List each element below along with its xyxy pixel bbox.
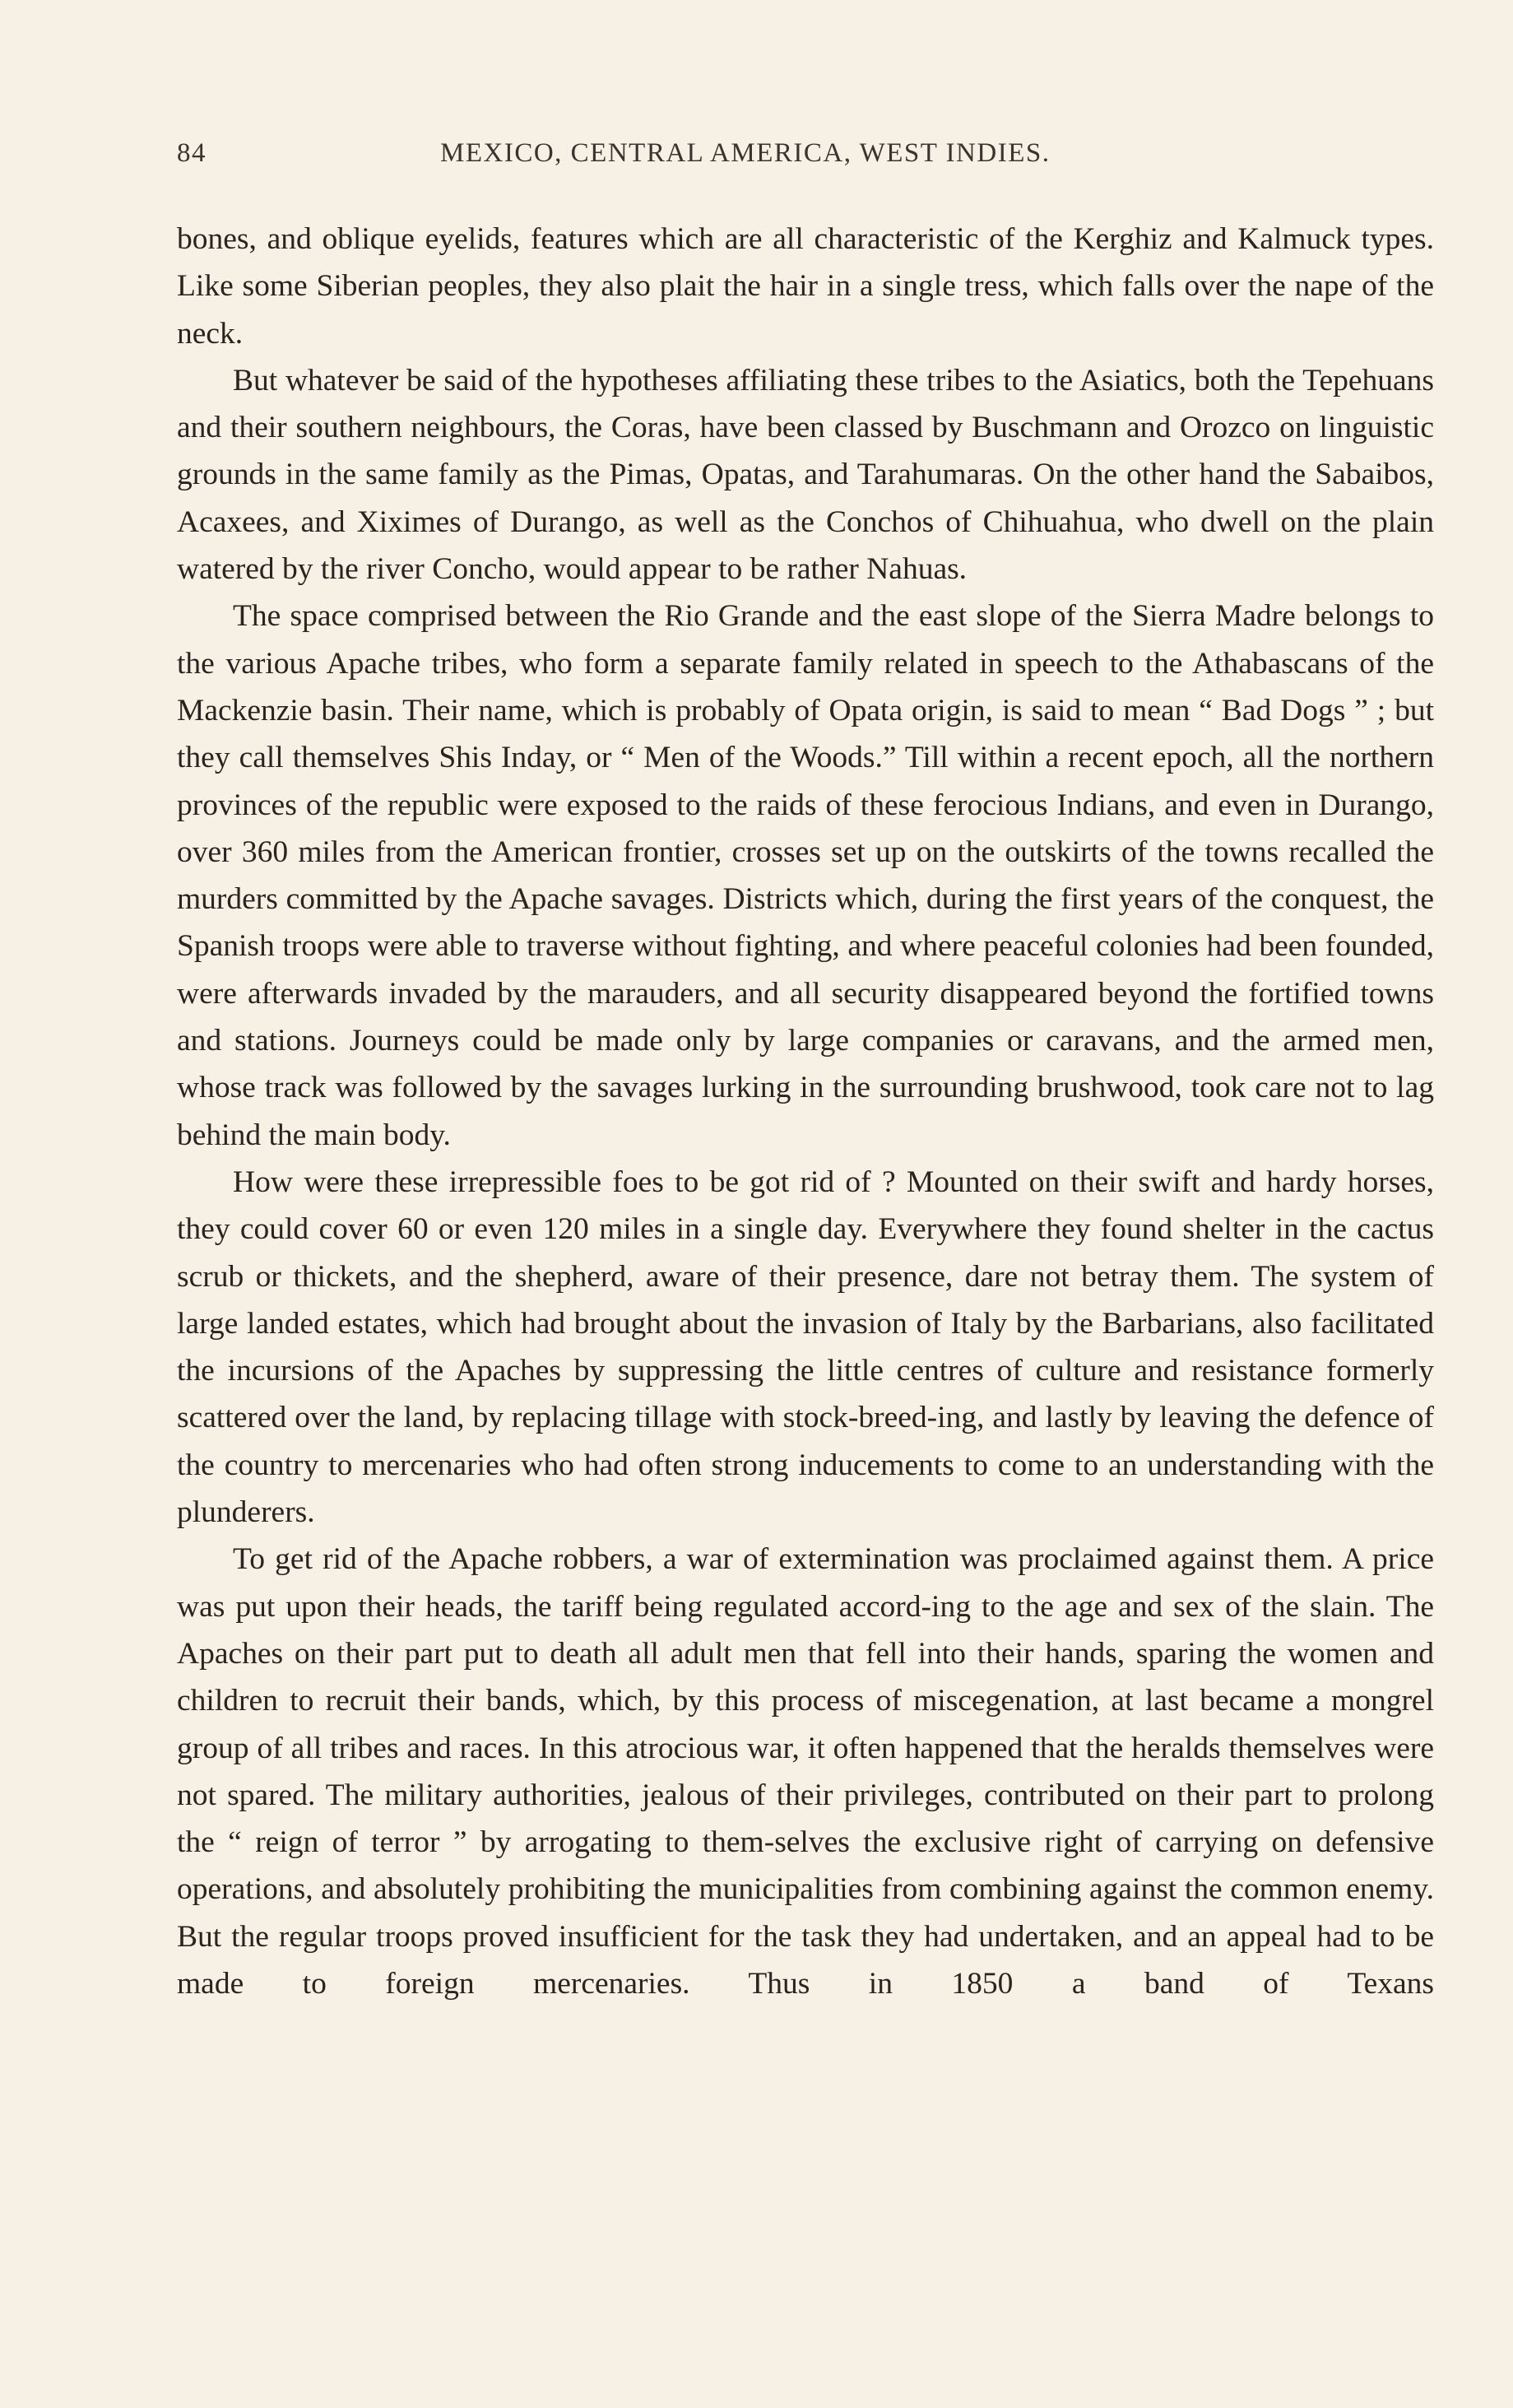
paragraph: bones, and oblique eyelids, features which are all characteristic of the Kerghiz and Kalmuck types. Like some Siberian peoples, they also plait the hair in a single tress, which falls over the nape of the neck. <box>177 222 1434 351</box>
book-title: MEXICO, CENTRAL AMERICA, WEST INDIES. <box>440 138 1051 168</box>
paragraph: To get rid of the Apache robbers, a war of extermination was proclaimed against them. A price was put upon their heads, the tariff being regulated accord-ing to the age and sex of the slain. The Apaches on their part put to death all adult men that fell into their hands, sparing the women and children to recruit their bands, which, by this process of miscegenation, at last became a mongrel group of all tribes and races. In this atrocious war, it often happened that the heralds themselves were not spared. The military authorities, jealous of their privileges, contributed on their part to prolong the “ reign of terror ” by arrogating to them-selves the exclusive right of carrying on defensive operations, and absolutely prohibiting the municipalities from combining against the common enemy. But the regular troops proved insufficient for the task they had undertaken, and an appeal had to be made to foreign mercenaries. Thus in 1850 a band of Texans <box>177 1542 1434 2001</box>
paragraph: How were these irrepressible foes to be got rid of ? Mounted on their swift and hardy horses, they could cover 60 or even 120 miles in a single day. Everywhere they found shelter in the cactus scrub or thickets, and the shepherd, aware of their presence, dare not betray them. The system of large landed estates, which had brought about the invasion of Italy by the Barbarians, also facilitated the incursions of the Apaches by suppressing the little centres of culture and resistance formerly scattered over the land, by replacing tillage with stock-breed-ing, and lastly by leaving the defence of the country to mercenaries who had often strong inducements to come to an understanding with the plunderers. <box>177 1164 1434 1530</box>
paragraph: But whatever be said of the hypotheses affiliating these tribes to the Asiatics, both the Tepehuans and their southern neighbours, the Coras, have been classed by Buschmann and Orozco on linguistic grounds in the same family as the Pimas, Opatas, and Tarahumaras. On the other hand the Sabaibos, Acaxees, and Xiximes of Durango, as well as the Conchos of Chihuahua, who dwell on the plain watered by the river Concho, would appear to be rather Nahuas. <box>177 363 1434 587</box>
page-number: 84 <box>177 138 207 168</box>
paragraph: The space comprised between the Rio Grande and the east slope of the Sierra Madre belongs to the various Apache tribes, who form a separate family related in speech to the Athabascans of the Mackenzie basin. Their name, which is probably of Opata origin, is said to mean “ Bad Dogs ” ; but they call themselves Shis Inday, or “ Men of the Woods.” Till within a recent epoch, all the northern provinces of the republic were exposed to the raids of these ferocious Indians, and even in Durango, over 360 miles from the American frontier, crosses set up on the outskirts of the towns recalled the murders committed by the Apache savages. Districts which, during the first years of the conquest, the Spanish troops were able to traverse without fighting, and where peaceful colonies had been founded, were afterwards invaded by the marauders, and all security disappeared beyond the fortified towns and stations. Journeys could be made only by large companies or caravans, and the armed men, whose track was followed by the savages lurking in the surrounding brushwood, took care not to lag behind the main body. <box>177 599 1434 1152</box>
body-text <box>177 216 1434 2007</box>
running-head <box>177 138 1436 184</box>
